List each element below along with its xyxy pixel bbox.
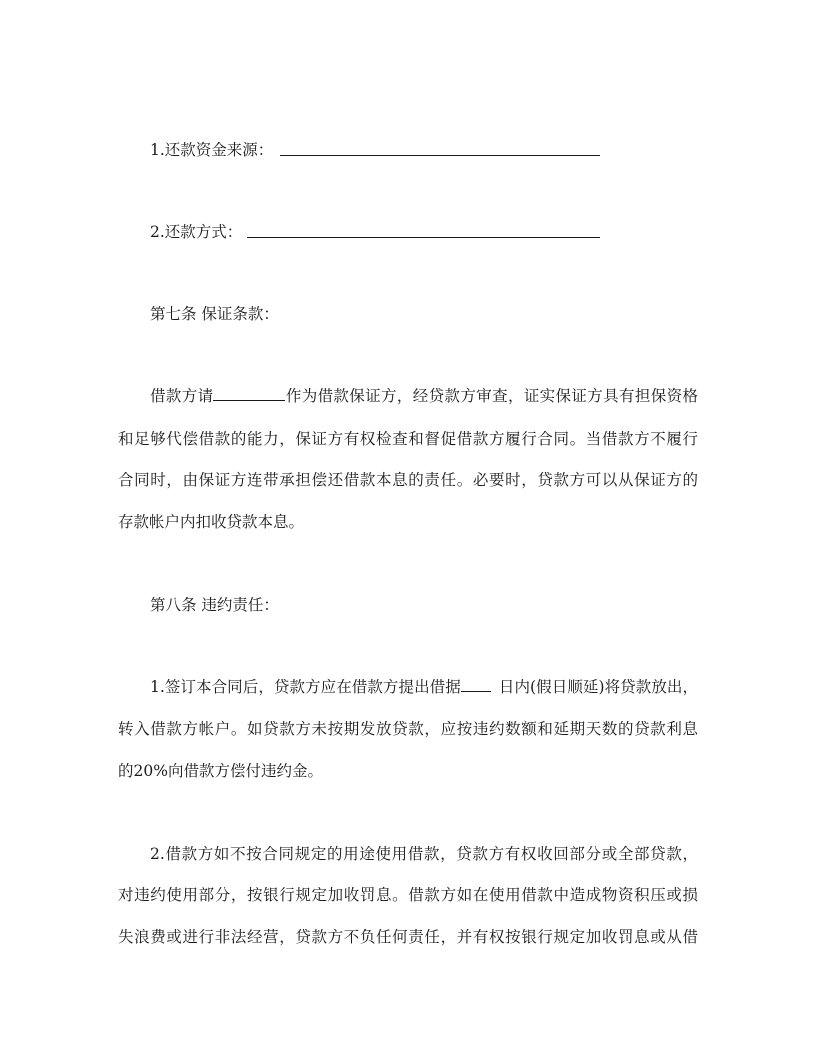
article8-item1-after-blank: 日内(假日顺延)将贷款放出，: [498, 678, 698, 696]
article8-item2-line2: 对违约使用部分，按银行规定加收罚息。借款方如在使用借款中造成物资积压或损: [118, 886, 698, 904]
article7-line1: [150, 386, 698, 406]
repayment-method-blank: [247, 237, 600, 238]
article8-heading: 第八条 违约责任：: [150, 596, 279, 614]
article8-item1-line1: [150, 677, 698, 697]
guarantor-name-blank: [213, 386, 285, 401]
article7-p1-before-blank: 借款方请: [150, 387, 214, 405]
article8-item1-line2: 转入借款方帐户。如贷款方未按期发放贷款，应按违约数额和延期天数的贷款利息: [118, 720, 698, 738]
article8-item1-line3: 的20%向借款方偿付违约金。: [118, 762, 323, 780]
article8-item1-before-blank: 1.签订本合同后，贷款方应在借款方提出借据: [150, 678, 461, 696]
repayment-source-blank: [280, 155, 600, 156]
article7-line3: 合同时，由保证方连带承担偿还借款本息的责任。必要时，贷款方可以从保证方的: [118, 471, 698, 489]
article7-p1-after-blank: 作为借款保证方，经贷款方审查，证实保证方具有担保资格: [285, 387, 698, 405]
repayment-method-line: [150, 222, 698, 242]
repayment-source-label: 1.还款资金来源：: [150, 141, 274, 159]
repayment-method-label: 2.还款方式：: [150, 223, 243, 241]
article8-item2-line3: 失浪费或进行非法经营，贷款方不负任何责任，并有权按银行规定加收罚息或从借: [118, 928, 698, 946]
article7-heading: 第七条 保证条款：: [150, 305, 279, 323]
repayment-source-line: [150, 140, 698, 160]
article7-line4: 存款帐户内扣收贷款本息。: [118, 513, 305, 531]
article7-line2: 和足够代偿借款的能力，保证方有权检查和督促借款方履行合同。当借款方不履行: [118, 430, 698, 448]
days-blank: [461, 677, 491, 692]
article8-item2-line1: 2.借款方如不按合同规定的用途使用借款，贷款方有权收回部分或全部贷款，: [150, 845, 698, 863]
